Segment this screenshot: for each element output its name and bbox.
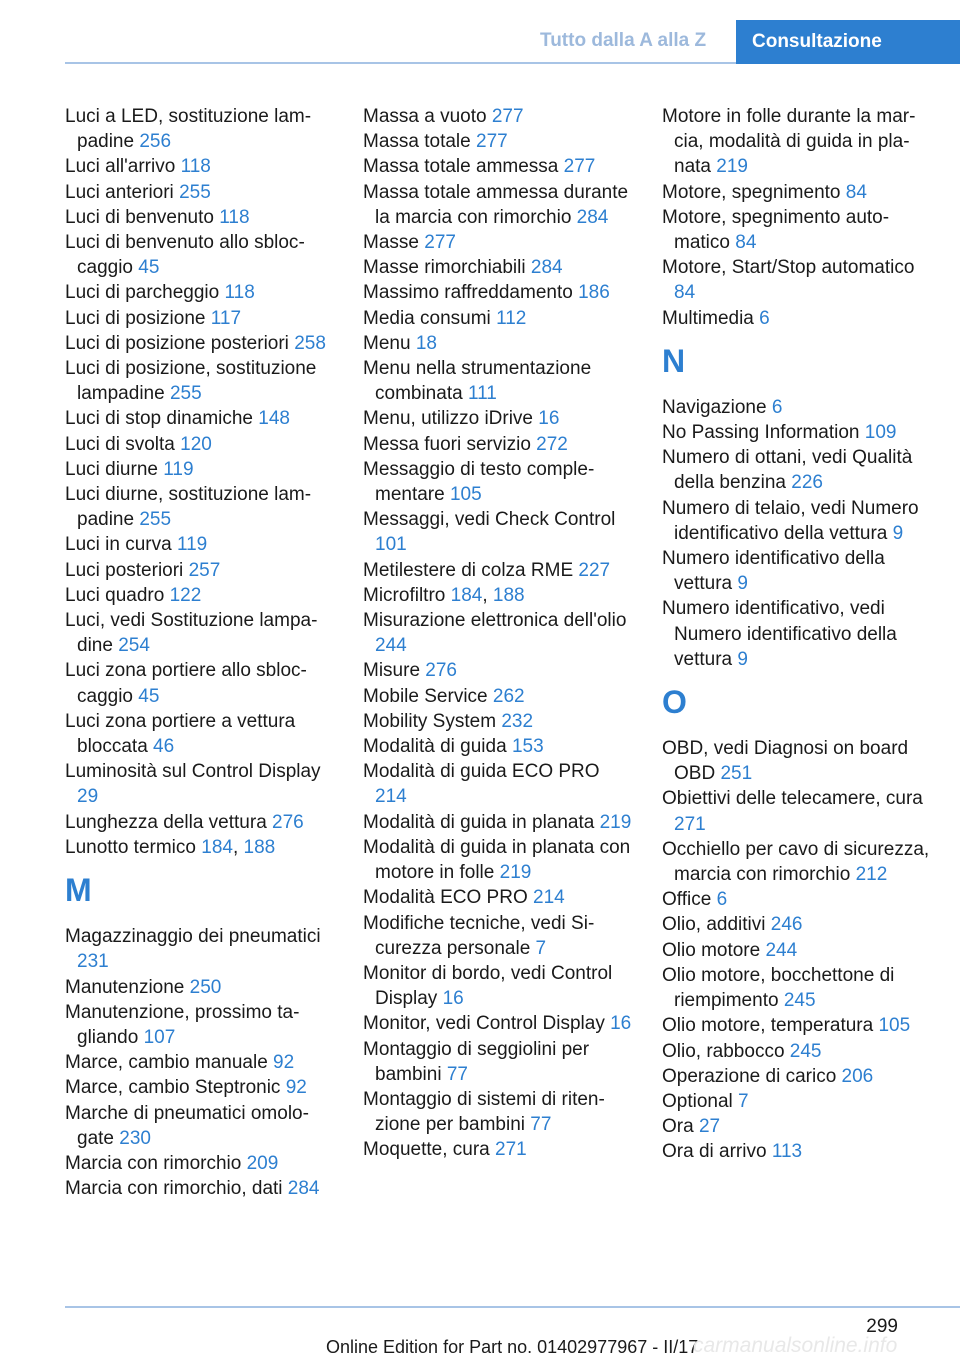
index-entry: Lunotto termico 184, 188 <box>65 836 276 858</box>
index-entry-term: Massa totale <box>363 131 476 153</box>
page-reference-link[interactable]: 84 <box>735 232 757 254</box>
index-entry-term: Marche di pneumatici omologate <box>65 1102 309 1149</box>
page-reference-link[interactable]: 212 <box>855 864 888 886</box>
page-reference-link[interactable]: 77 <box>446 1063 468 1085</box>
page-reference-link[interactable]: 7 <box>535 937 547 959</box>
index-entry <box>363 558 633 583</box>
section-letter: N <box>662 342 686 379</box>
index-entry-term: Olio, rabbocco <box>662 1040 790 1062</box>
index-entry-term: No Passing Information <box>662 422 865 444</box>
index-entry <box>363 684 633 709</box>
index-entry <box>363 457 633 507</box>
page-reference-link[interactable]: 29 <box>77 786 99 808</box>
index-entry-term: Montaggio di sistemi di ritenzione per bambini <box>363 1088 605 1136</box>
page-reference-link[interactable]: 107 <box>143 1026 176 1048</box>
page-reference-link[interactable]: 277 <box>424 232 456 254</box>
index-entry-term: Menu, utilizzo iDrive <box>363 408 539 430</box>
index-entry-term: Messaggio di testo complementare <box>363 458 595 506</box>
index-entry-term: Luci quadro <box>65 584 170 606</box>
index-entry-term: Manutenzione, prossimo tagliando <box>65 1001 300 1048</box>
index-entry <box>65 1176 335 1201</box>
index-entry-term: Navigazione <box>662 396 772 418</box>
page-reference-link[interactable]: 272 <box>536 433 568 455</box>
index-entry-term: Media consumi <box>363 307 497 329</box>
page-reference-link[interactable]: 277 <box>491 106 524 127</box>
index-entry <box>363 658 633 683</box>
index-entry <box>65 331 335 356</box>
page-reference-link[interactable]: 219 <box>716 156 748 178</box>
index-entry <box>662 938 932 963</box>
index-entry-term: Modalità di guida in planata con motore in folle <box>363 836 631 884</box>
index-entry <box>363 230 633 255</box>
index-entry <box>65 583 335 608</box>
index-entry <box>662 180 932 205</box>
index-entry-term: Massa a vuoto <box>363 106 492 127</box>
index-entry-term: Obiettivi delle telecamere, cura <box>662 788 923 810</box>
page-reference-link[interactable]: 244 <box>375 635 407 657</box>
index-entry-term: Olio, additivi <box>662 914 771 936</box>
index-entry-term: Marce, cambio Steptronic <box>65 1077 286 1099</box>
index-entry-term: Modalità ECO PRO <box>363 887 533 909</box>
page-reference-link[interactable]: 109 <box>864 422 897 444</box>
index-entry <box>65 1050 335 1075</box>
page-reference-link[interactable]: 206 <box>841 1065 874 1087</box>
index-entry <box>363 306 633 331</box>
index-entry <box>662 395 932 420</box>
index-entry <box>363 356 633 406</box>
page-reference-link[interactable]: 6 <box>716 889 728 911</box>
page-reference-link[interactable]: 45 <box>138 257 160 279</box>
page-reference-link[interactable]: 84 <box>845 181 867 203</box>
index-entry-term: Lunghezza della vettura <box>65 811 273 833</box>
index-column-1 <box>65 104 335 1201</box>
index-entry <box>662 963 932 1013</box>
page-reference-link[interactable]: 231 <box>77 951 109 973</box>
page-reference-link[interactable]: 46 <box>153 736 175 758</box>
page-reference-link[interactable]: 9 <box>892 522 904 544</box>
index-entry-term: Messaggi, vedi Check Control <box>363 509 616 531</box>
page-reference-link[interactable]: 118 <box>219 206 250 228</box>
index-entry <box>662 837 932 887</box>
page-reference-link[interactable]: 219 <box>599 811 632 833</box>
index-entry <box>65 154 335 179</box>
index-entry-term: Montaggio di seggiolini per bambini <box>363 1038 590 1085</box>
index-entry-term: Luci di benvenuto <box>65 206 220 228</box>
page-number: 299 <box>866 1316 898 1337</box>
index-entry-term: Luci di parcheggio <box>65 282 225 304</box>
index-entry <box>65 432 335 457</box>
index-entry <box>65 104 335 154</box>
index-entry <box>65 406 335 431</box>
index-entry <box>363 810 633 835</box>
index-entry-term: Luci di posizione, sostituzione lampadine <box>65 358 317 405</box>
page-reference-link[interactable]: 254 <box>118 635 150 657</box>
page-reference-link[interactable]: 255 <box>139 509 172 531</box>
page-reference-link[interactable]: 209 <box>246 1152 279 1174</box>
index-entry-term: Monitor di bordo, vedi Control Display <box>363 962 613 1010</box>
index-entry <box>363 129 633 154</box>
index-entry <box>662 1089 932 1114</box>
index-entry-term: Motore, spegnimento <box>662 181 846 203</box>
index-entry-term: Luci di stop dinamiche <box>65 408 259 430</box>
index-entry <box>363 709 633 734</box>
index-entry-term: Ora di arrivo <box>662 1141 772 1163</box>
index-entry <box>363 180 633 230</box>
index-entry <box>65 457 335 482</box>
index-entry-term: Numero identificativo, vedi Numero identificativo della vettura <box>662 598 897 670</box>
index-entry-term: Mobility System <box>363 710 502 732</box>
index-entry-term: OBD, vedi Diagnosi on board OBD <box>662 738 909 785</box>
section-letter: O <box>662 684 687 721</box>
index-entry-term: Luci posteriori <box>65 559 189 581</box>
index-entry <box>65 1151 335 1176</box>
index-entry <box>65 280 335 305</box>
index-entry-term: Monitor, vedi Control Display <box>363 1013 611 1035</box>
page-reference-link[interactable]: 27 <box>698 1116 721 1138</box>
index-entry <box>363 406 633 431</box>
index-entry-term: Misurazione elettronica dell'olio <box>363 610 627 632</box>
page-reference-link[interactable]: 251 <box>720 763 753 785</box>
index-entry-term: Modalità di guida in planata <box>363 811 600 833</box>
page-reference-link[interactable]: 184 <box>201 836 233 858</box>
index-entry-term: Luminosità sul Control Display <box>65 761 321 783</box>
page-reference-link[interactable]: 18 <box>415 332 437 354</box>
page-reference-link[interactable]: 113 <box>771 1141 803 1163</box>
index-entry <box>662 496 932 546</box>
index-entry <box>363 1137 633 1162</box>
page-reference-link[interactable]: 214 <box>533 887 565 909</box>
index-entry-term: Massa totale ammessa durante la marcia con rimorchio <box>363 181 629 228</box>
index-entry-term: Messa fuori servizio <box>363 433 537 455</box>
index-entry <box>363 835 633 885</box>
page-reference-link[interactable]: 112 <box>496 307 527 329</box>
index-entry <box>662 1114 932 1139</box>
index-entry-term: Ora <box>662 1116 699 1138</box>
index-entry <box>65 759 335 809</box>
page-reference-link[interactable]: 111 <box>467 383 497 405</box>
index-entry-term: Motore in folle durante la marcia, modalità di guida in planata <box>662 106 916 178</box>
page-reference-link[interactable]: 16 <box>610 1013 632 1035</box>
page-reference-link[interactable]: 262 <box>492 685 525 707</box>
page-reference-link[interactable]: 258 <box>294 332 326 354</box>
page-reference-link[interactable]: 271 <box>495 1139 527 1161</box>
index-entry-term: Luci di svolta <box>65 433 181 455</box>
page-reference-link[interactable]: 119 <box>163 458 194 480</box>
page-reference-link[interactable]: 16 <box>442 988 464 1010</box>
index-entry-term: Luci zona portiere allo sbloccaggio <box>65 660 307 707</box>
page-reference-link[interactable]: 277 <box>476 131 508 153</box>
index-entry-term: Luci all'arrivo <box>65 156 181 178</box>
index-entry <box>363 104 633 129</box>
page-reference-link[interactable]: 186 <box>578 282 610 304</box>
index-entry-term: Masse rimorchiabili <box>363 257 531 279</box>
index-entry <box>363 154 633 179</box>
page-reference-link[interactable]: 245 <box>789 1040 822 1062</box>
footer-edition-text: Online Edition for Part no. 01402977967 - II/17 <box>326 1337 699 1357</box>
index-entry <box>662 1064 932 1089</box>
page-reference-link[interactable]: 188 <box>243 836 276 858</box>
page-reference-link[interactable]: 226 <box>791 472 823 494</box>
index-entry-term: Lunotto termico <box>65 836 202 858</box>
page-reference-link[interactable]: 276 <box>425 660 457 682</box>
index-entry <box>65 1000 335 1050</box>
index-entry-term: Mobile Service <box>363 685 493 707</box>
page-reference-link[interactable]: 92 <box>273 1052 295 1074</box>
index-entry-term: Olio motore <box>662 939 766 961</box>
index-entry <box>662 1139 932 1164</box>
index-entry <box>363 759 633 809</box>
index-entry <box>363 911 633 961</box>
index-entry-term: Menu nella strumentazione combinata <box>363 358 592 405</box>
page-reference-link[interactable]: 118 <box>180 156 211 178</box>
index-entry-term: Luci di posizione posteriori <box>65 332 295 354</box>
page-reference-link[interactable]: 6 <box>771 396 783 418</box>
index-column-2 <box>363 104 633 1163</box>
index-entry <box>65 709 335 759</box>
index-entry-term: Luci a LED, sostituzione lampadine <box>65 106 312 153</box>
index-entry <box>363 255 633 280</box>
index-entry-term: Microfiltro <box>363 584 451 606</box>
page-reference-link[interactable]: 255 <box>179 181 211 203</box>
page-reference-link[interactable]: 148 <box>258 408 290 430</box>
index-entry-term: Office <box>662 889 717 911</box>
page-reference-link[interactable]: 84 <box>674 282 696 304</box>
index-entry <box>65 306 335 331</box>
page-reference-link[interactable]: 188 <box>492 584 525 606</box>
page-reference-link[interactable]: 92 <box>285 1077 307 1099</box>
page-reference-link[interactable]: 244 <box>765 939 798 961</box>
page-reference-link[interactable]: 7 <box>738 1090 749 1112</box>
index-entry <box>662 1013 932 1038</box>
index-entry <box>662 596 932 672</box>
header-tab-consultazione: Consultazione <box>736 20 960 64</box>
page-reference-link[interactable]: 245 <box>783 990 816 1012</box>
index-entry <box>65 205 335 230</box>
index-entry-term: Modalità di guida <box>363 736 512 758</box>
index-entry: Microfiltro 184, 188 <box>363 584 525 606</box>
index-entry-term: Luci di benvenuto allo sbloccaggio <box>65 232 305 279</box>
index-entry <box>65 975 335 1000</box>
index-entry-term: Luci diurne, sostituzione lampadine <box>65 484 312 531</box>
page-reference-link[interactable]: 214 <box>375 786 407 808</box>
index-entry <box>363 961 633 1011</box>
page-reference-link[interactable]: 219 <box>499 862 532 884</box>
page-reference-link[interactable]: 246 <box>770 914 803 936</box>
page-reference-link[interactable]: 277 <box>563 156 596 178</box>
index-entry-term: Optional <box>662 1090 739 1112</box>
index-entry-term: Menu <box>363 332 416 354</box>
page-reference-link[interactable]: 16 <box>538 408 560 430</box>
index-entry-term: Luci zona portiere a vettura bloccata <box>65 710 296 758</box>
page-reference-link[interactable]: 284 <box>576 206 609 228</box>
index-entry <box>65 924 335 974</box>
page-reference-link[interactable]: 105 <box>878 1015 911 1037</box>
index-entry <box>662 306 932 331</box>
index-entry <box>65 1101 335 1151</box>
page-reference-link[interactable]: 256 <box>139 131 172 153</box>
index-entry-term: Luci di posizione <box>65 307 211 329</box>
index-entry <box>662 546 932 596</box>
index-entry <box>65 558 335 583</box>
index-entry-term: Metilestere di colza RME <box>363 559 579 581</box>
index-entry-term: Multimedia <box>662 307 760 329</box>
index-entry <box>65 230 335 280</box>
index-entry-term: Massa totale ammessa <box>363 156 564 178</box>
index-entry <box>363 432 633 457</box>
page-reference-link[interactable]: 6 <box>759 307 770 329</box>
page-reference-link[interactable]: 122 <box>169 584 202 606</box>
page-reference-link[interactable]: 284 <box>530 257 563 279</box>
index-entry <box>662 104 932 180</box>
index-entry-term: Magazzinaggio dei pneumatici <box>65 926 321 948</box>
footer-rule <box>65 1306 960 1308</box>
page-reference-link[interactable]: 255 <box>169 383 202 405</box>
index-entry <box>363 608 633 658</box>
page-reference-link[interactable]: 9 <box>737 573 748 595</box>
index-entry <box>363 734 633 759</box>
index-entry-term: Modifiche tecniche, vedi Sicurezza personale <box>363 912 595 959</box>
page-reference-link[interactable]: 227 <box>578 559 611 581</box>
page-reference-link[interactable]: 118 <box>224 282 255 304</box>
watermark: carmanualsonline.info <box>693 1334 898 1357</box>
header-section-title: Tutto dalla A alla Z <box>540 30 707 51</box>
index-entry <box>662 736 932 786</box>
index-entry <box>363 1037 633 1087</box>
index-column-3 <box>662 104 932 1165</box>
index-entry <box>662 255 932 305</box>
index-entry <box>662 205 932 255</box>
index-entry <box>363 280 633 305</box>
page-reference-link[interactable]: 276 <box>272 811 304 833</box>
page-reference-link[interactable]: 9 <box>737 648 748 670</box>
index-entry <box>662 887 932 912</box>
page-reference-link[interactable]: 232 <box>501 710 534 732</box>
index-entry <box>662 912 932 937</box>
page-reference-link[interactable]: 117 <box>210 307 242 329</box>
index-entry-term: Moquette, cura <box>363 1139 496 1161</box>
index-entry <box>662 1039 932 1064</box>
index-entry-term: Luci diurne <box>65 458 164 480</box>
page-reference-link[interactable]: 119 <box>176 534 208 556</box>
index-entry <box>65 658 335 708</box>
index-entry-term: Massimo raffreddamento <box>363 282 579 304</box>
index-entry-term: Luci, vedi Sostituzione lampadine <box>65 610 318 657</box>
index-entry <box>65 482 335 532</box>
index-entry-term: Numero di ottani, vedi Qualità della benzina <box>662 447 913 494</box>
page-reference-link[interactable]: 184 <box>450 584 483 606</box>
index-entry-term: Misure <box>363 660 426 682</box>
index-entry-term: Masse <box>363 232 425 254</box>
index-entry <box>662 786 932 836</box>
page-reference-link[interactable]: 257 <box>188 559 221 581</box>
index-entry-term: Olio motore, bocchettone di riempimento <box>662 964 895 1012</box>
index-entry-term: Modalità di guida ECO PRO <box>363 761 600 783</box>
section-letter: M <box>65 872 92 909</box>
index-entry-term: Manutenzione <box>65 976 190 998</box>
index-entry <box>662 445 932 495</box>
index-entry-term: Marce, cambio manuale <box>65 1052 274 1074</box>
index-entry <box>363 507 633 557</box>
index-entry <box>363 1087 633 1137</box>
page-reference-link[interactable]: 120 <box>180 433 212 455</box>
index-entry <box>65 810 335 835</box>
page-reference-link[interactable]: 77 <box>530 1114 552 1136</box>
index-entry <box>65 608 335 658</box>
index-entry <box>662 420 932 445</box>
index-entry-term: Marcia con rimorchio <box>65 1152 247 1174</box>
index-entry <box>363 885 633 910</box>
page-reference-link[interactable]: 101 <box>375 534 407 556</box>
page-reference-link[interactable]: 105 <box>449 484 482 506</box>
index-entry-term: Olio motore, temperatura <box>662 1015 879 1037</box>
index-entry-term: Motore, Start/Stop automatico <box>662 257 915 279</box>
index-entry <box>65 1075 335 1100</box>
index-entry-term: Luci anteriori <box>65 181 180 203</box>
page-reference-link[interactable]: 230 <box>119 1127 151 1149</box>
index-entry <box>65 532 335 557</box>
index-entry-term: Numero identificativo della vettura <box>662 548 885 595</box>
index-entry-term: Operazione di carico <box>662 1065 842 1087</box>
index-entry-term: Numero di telaio, vedi Numero identificativo della vettura <box>662 497 919 544</box>
index-entry <box>65 180 335 205</box>
index-entry-term: Occhiello per cavo di sicurezza, marcia con rimorchio <box>662 838 930 886</box>
index-entry <box>65 356 335 406</box>
index-entry-term: Motore, spegnimento automatico <box>662 206 890 254</box>
index-entry-term: Marcia con rimorchio, dati <box>65 1178 288 1200</box>
page-reference-link[interactable]: 284 <box>287 1178 320 1200</box>
index-entry-term: Luci in curva <box>65 534 177 556</box>
index-entry <box>363 1011 633 1036</box>
page-reference-link[interactable]: 45 <box>138 685 160 707</box>
page-reference-link[interactable]: 153 <box>511 736 544 758</box>
page-reference-link[interactable]: 250 <box>189 976 222 998</box>
index-entry <box>363 331 633 356</box>
page-reference-link[interactable]: 271 <box>674 813 706 835</box>
